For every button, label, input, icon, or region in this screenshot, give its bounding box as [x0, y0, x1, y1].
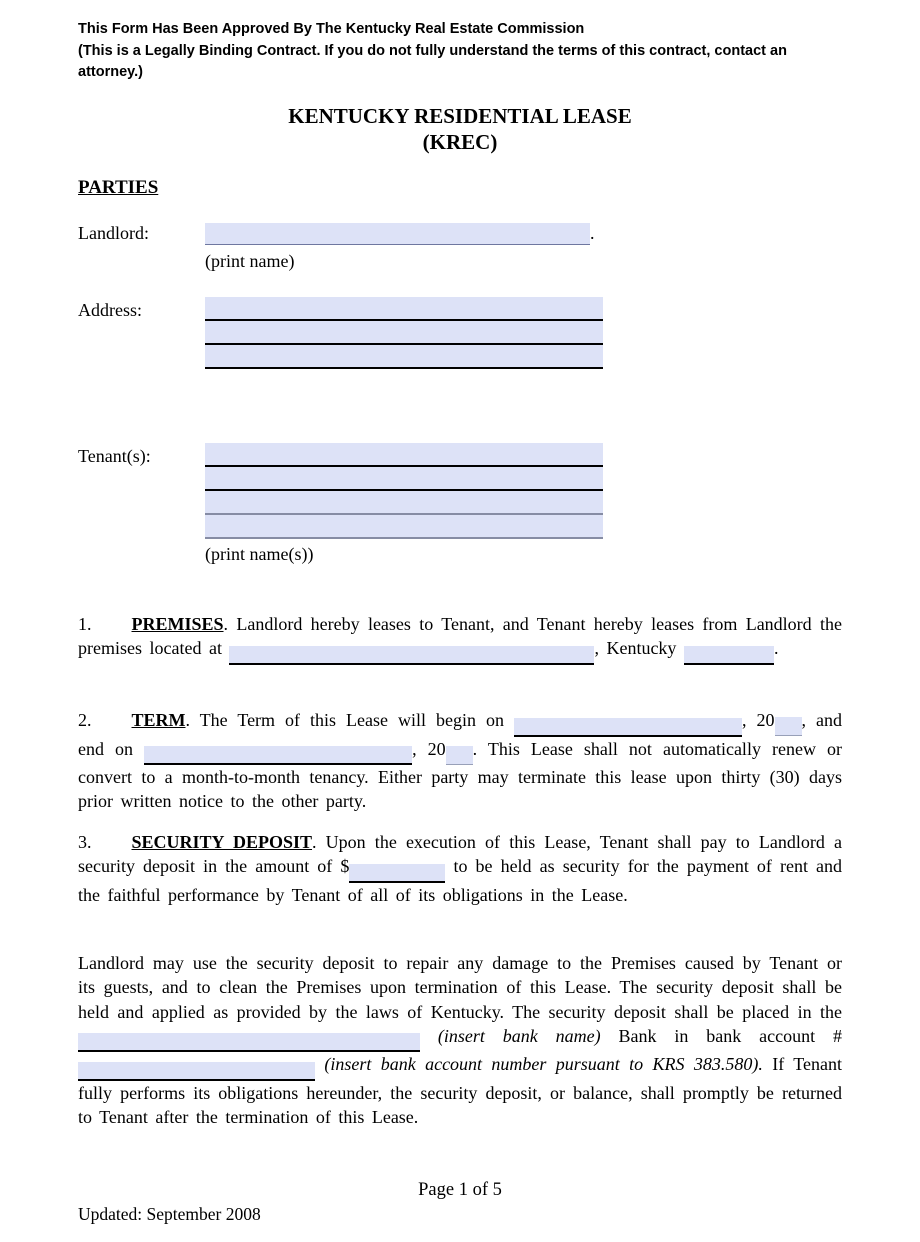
form-title-main: KENTUCKY RESIDENTIAL LEASE [288, 104, 632, 128]
tenant-line-1-field[interactable] [205, 443, 603, 467]
term-heading: TERM [131, 710, 186, 730]
address-label: Address: [78, 300, 142, 320]
form-title-sub: (KREC) [422, 130, 498, 154]
landlord-name-field[interactable] [205, 223, 590, 245]
bank-account-number-field[interactable] [78, 1062, 315, 1081]
security-deposit-text-2: to be held as security for the payment of rent and the faithful performance by Tenant of all of its obligations in the Lease. [78, 856, 843, 905]
tenant-line-3-field[interactable] [205, 491, 603, 515]
address-line-1-field[interactable] [205, 297, 603, 321]
premises-section [78, 612, 842, 665]
address-line-3-field[interactable] [205, 345, 603, 369]
term-text-1: . The Term of this Lease will begin on [185, 710, 514, 730]
tenant-fields [205, 443, 603, 539]
address-row [78, 297, 603, 369]
lease-end-date-field[interactable] [144, 746, 412, 765]
deposit-terms-text-3: Bank in bank account # [600, 1025, 842, 1046]
tenants-row [78, 443, 603, 539]
term-text-5: . This Lease shall not automatically renew or convert to a month-to-month tenancy. Either party may terminate this lease upon thirty (30) days prior written notice to the other party. [78, 738, 842, 812]
deposit-terms-text-5: If Tenant fully performs its obligations hereunder, the security deposit, or balance, shall promptly be returned to Tenant after the termination of this Lease. [78, 1054, 842, 1128]
term-number: 2. [78, 710, 92, 730]
security-deposit-text-1: . Upon the execution of this Lease, Tenant shall pay to Landlord a security deposit in the amount of $ [78, 832, 842, 877]
lease-begin-date-field[interactable] [514, 718, 742, 737]
term-section [78, 708, 842, 814]
premises-heading: PREMISES [131, 614, 224, 634]
bank-name-field[interactable] [78, 1033, 420, 1052]
parties-heading: PARTIES [78, 177, 159, 198]
print-name-hint: (print name) [205, 251, 295, 271]
premises-text-2: , Kentucky [594, 638, 684, 659]
term-text-2: , 20 [742, 710, 775, 730]
security-deposit-number: 3. [78, 832, 92, 852]
premises-text-3: . [773, 638, 779, 659]
form-title [0, 103, 920, 155]
premises-location-field[interactable] [229, 646, 594, 665]
security-deposit-heading: SECURITY DEPOSIT [131, 832, 313, 852]
deposit-terms-text-1: Landlord may use the security deposit to repair any damage to the Premises caused by Tenant or its guests, and to clean the Premises upon termination of this Lease. The security deposit shall be held and applied as provided by the laws of Kentucky. The security deposit shall be placed in the [78, 953, 842, 1022]
landlord-suffix: . [590, 223, 595, 243]
deposit-terms-paragraph [78, 951, 842, 1129]
tenants-label: Tenant(s): [78, 446, 151, 466]
lease-begin-year-field[interactable] [775, 717, 802, 736]
term-text-3: , and end on [78, 710, 842, 759]
term-text-4: , 20 [412, 738, 446, 759]
premises-county-field[interactable] [684, 646, 774, 665]
address-line-2-field[interactable] [205, 321, 603, 345]
page-number: Page 1 of 5 [418, 1180, 502, 1200]
insert-account-number-note: (insert bank account number pursuant to KRS 383.580). [315, 1054, 763, 1075]
address-fields [205, 297, 603, 369]
premises-text-1: . Landlord hereby leases to Tenant, and Tenant hereby leases from Landlord the premises located at [78, 614, 842, 659]
tenant-line-4-field[interactable] [205, 515, 603, 539]
updated-date: Updated: September 2008 [78, 1204, 261, 1224]
header-note [78, 19, 820, 84]
landlord-row [78, 223, 595, 245]
disclaimer-line: (This is a Legally Binding Contract. If you do not fully understand the terms of this contract, contact an attorney.) [78, 42, 787, 80]
insert-bank-name-note: (insert bank name) [420, 1025, 601, 1046]
deposit-amount-field[interactable] [349, 864, 445, 883]
lease-end-year-field[interactable] [446, 746, 473, 765]
premises-number: 1. [78, 614, 92, 634]
tenant-line-2-field[interactable] [205, 467, 603, 491]
print-names-hint: (print name(s)) [205, 544, 314, 564]
landlord-label: Landlord: [78, 223, 149, 243]
security-deposit-section [78, 830, 842, 907]
approval-line: This Form Has Been Approved By The Kentucky Real Estate Commission [78, 21, 585, 37]
